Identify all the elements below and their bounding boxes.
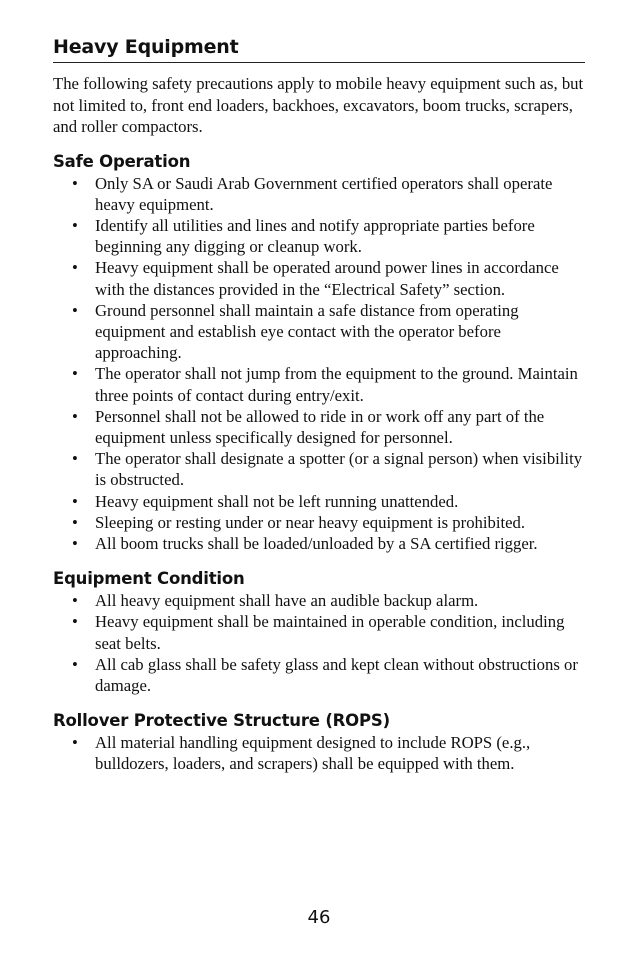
list-item	[53, 257, 585, 299]
bullet-icon: •	[72, 491, 78, 511]
list-item-text: All cab glass shall be safety glass and kept clean without obstructions or damage.	[95, 654, 578, 695]
bullet-list	[53, 173, 585, 555]
list-item-text: All boom trucks shall be loaded/unloaded by a SA certified rigger.	[95, 533, 538, 553]
list-item-text: Personnel shall not be allowed to ride in or work off any part of the equipment unless specifically designed for personnel.	[95, 406, 545, 447]
list-item	[53, 173, 585, 215]
bullet-icon: •	[72, 406, 78, 426]
section-heading: Rollover Protective Structure (ROPS)	[53, 711, 390, 731]
bullet-icon: •	[72, 591, 78, 611]
list-item	[53, 491, 585, 512]
list-item	[53, 590, 585, 611]
section-safe-operation	[53, 151, 585, 555]
bullet-icon: •	[72, 173, 78, 193]
list-item	[53, 611, 585, 653]
list-item	[53, 533, 585, 554]
list-item	[53, 654, 585, 696]
bullet-icon: •	[72, 533, 78, 553]
bullet-icon: •	[72, 215, 78, 235]
list-item-text: Heavy equipment shall be maintained in operable condition, including seat belts.	[95, 612, 565, 653]
list-item	[53, 215, 585, 257]
list-item-text: All material handling equipment designed to include ROPS (e.g., bulldozers, loaders, and scrapers) shall be equipped with them.	[95, 733, 531, 774]
list-item	[53, 300, 585, 364]
list-item-text: Ground personnel shall maintain a safe distance from operating equipment and establish eye contact with the operator before approaching.	[95, 300, 519, 363]
bullet-icon: •	[72, 364, 78, 384]
bullet-icon: •	[72, 512, 78, 532]
list-item	[53, 512, 585, 533]
bullet-icon: •	[72, 654, 78, 674]
page-title: Heavy Equipment	[53, 36, 239, 58]
list-item	[53, 406, 585, 448]
list-item-text: The operator shall designate a spotter (or a signal person) when visibility is obstructed.	[95, 449, 583, 490]
section-rops	[53, 710, 585, 774]
intro-paragraph: The following safety precautions apply to mobile heavy equipment such as, but not limited to, front end loaders, backhoes, excavators, boom trucks, scrapers, and roller compactors.	[53, 74, 584, 136]
section-equipment-condition	[53, 568, 585, 696]
bullet-icon: •	[72, 300, 78, 320]
bullet-icon: •	[72, 449, 78, 469]
title-divider	[53, 62, 585, 63]
bullet-icon: •	[72, 733, 78, 753]
list-item-text: The operator shall not jump from the equipment to the ground. Maintain three points of contact during entry/exit.	[95, 364, 578, 405]
section-heading: Safe Operation	[53, 151, 191, 171]
list-item-text: Only SA or Saudi Arab Government certified operators shall operate heavy equipment.	[95, 173, 553, 214]
list-item	[53, 363, 585, 405]
list-item-text: Heavy equipment shall not be left running unattended.	[95, 491, 459, 511]
bullet-list	[53, 732, 585, 774]
list-item	[53, 732, 585, 774]
bullet-icon: •	[72, 612, 78, 632]
list-item	[53, 448, 585, 490]
document-page	[53, 34, 585, 789]
bullet-icon: •	[72, 258, 78, 278]
list-item-text: All heavy equipment shall have an audible backup alarm.	[95, 591, 479, 611]
section-heading: Equipment Condition	[53, 569, 245, 589]
page-number: 46	[307, 907, 331, 928]
bullet-list	[53, 590, 585, 696]
list-item-text: Sleeping or resting under or near heavy equipment is prohibited.	[95, 512, 526, 532]
list-item-text: Identify all utilities and lines and notify appropriate parties before beginning any digging or cleanup work.	[95, 215, 535, 257]
list-item-text: Heavy equipment shall be operated around power lines in accordance with the distances provided in the “Electrical Safety” section.	[95, 258, 559, 299]
